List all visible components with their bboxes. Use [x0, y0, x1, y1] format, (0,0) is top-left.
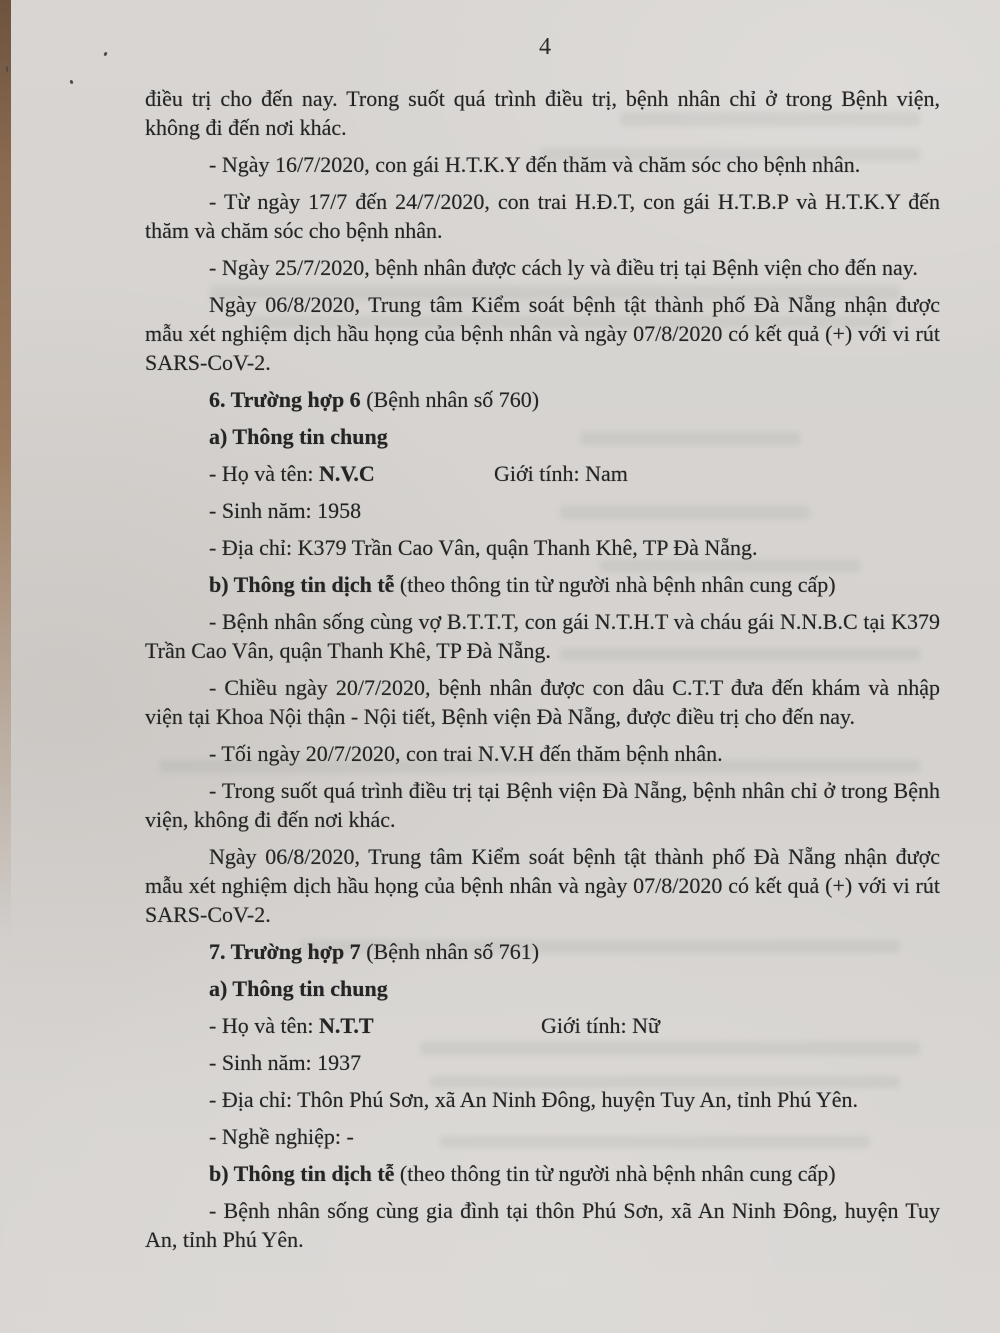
case6-name-label: - Họ và tên: — [209, 461, 314, 486]
case6-address: - Địa chỉ: K379 Trần Cao Vân, quận Thanh Khê, TP Đà Nẵng. — [209, 535, 758, 560]
case7-name-label: - Họ và tên: — [209, 1013, 314, 1038]
case7-paragraph-family: - Bệnh nhân sống cùng gia đình tại thôn Phú Sơn, xã An Ninh Đông, huyện Tuy An, tỉnh Phú Yên. — [145, 1198, 940, 1252]
paragraph-visit-17-24: - Từ ngày 17/7 đến 24/7/2020, con trai H.Đ.T, con gái H.T.B.P và H.T.K.Y đến thăm và chăm sóc cho bệnh nhân. — [145, 189, 940, 243]
case7-gender — [477, 1011, 660, 1040]
page-left-edge-shadow — [0, 0, 11, 940]
case7-address: - Địa chỉ: Thôn Phú Sơn, xã An Ninh Đông, huyện Tuy An, tỉnh Phú Yên. — [209, 1087, 859, 1112]
case7-occupation: - Nghề nghiệp: - — [209, 1124, 354, 1149]
case6-section-a-title: a) Thông tin chung — [209, 424, 388, 449]
case6-section-b-title: b) Thông tin dịch tễ (theo thông tin từ người nhà bệnh nhân cung cấp) — [209, 572, 836, 597]
case7-patient-initials: N.T.T — [318, 1013, 374, 1038]
case7-name-line — [145, 1011, 940, 1040]
paragraph-visit-16-7: - Ngày 16/7/2020, con gái H.T.K.Y đến thăm và chăm sóc cho bệnh nhân. — [209, 152, 861, 177]
case7-section-a-title: a) Thông tin chung — [209, 976, 388, 1001]
page-number: 4 — [539, 34, 551, 60]
case6-heading-title: 6. Trường hợp 6 — [209, 387, 361, 412]
paragraph-treatment-continuation: điều trị cho đến nay. Trong suốt quá trình điều trị, bệnh nhân chỉ ở trong Bệnh viện, không đi đến nơi khác. — [145, 86, 940, 140]
case7-section-b-title: b) Thông tin dịch tễ (theo thông tin từ người nhà bệnh nhân cung cấp) — [209, 1161, 836, 1186]
case6-heading-note: (Bệnh nhân số 760) — [366, 387, 540, 412]
case6-birth-year: - Sinh năm: 1958 — [209, 498, 362, 523]
case7-heading — [145, 937, 940, 966]
case6-section-b-note: (theo thông tin từ người nhà bệnh nhân cung cấp) — [399, 572, 836, 597]
case6-gender-value: Nam — [585, 461, 628, 486]
scan-speck — [69, 80, 73, 85]
case6-name-line — [145, 459, 940, 488]
case6-paragraph-test-result: Ngày 06/8/2020, Trung tâm Kiểm soát bệnh tật thành phố Đà Nẵng nhận được mẫu xét nghiệm dịch hầu họng của bệnh nhân và ngày 07/8/2020 có kết quả (+) với vi rút SARS-CoV-2. — [145, 844, 940, 927]
scan-speck — [6, 66, 8, 72]
paragraph-isolation-25-7: - Ngày 25/7/2020, bệnh nhân được cách ly và điều trị tại Bệnh viện cho đến nay. — [209, 255, 918, 280]
case7-section-b-note: (theo thông tin từ người nhà bệnh nhân cung cấp) — [399, 1161, 836, 1186]
case6-paragraph-stay-in-hospital: - Trong suốt quá trình điều trị tại Bệnh viện Đà Nẵng, bệnh nhân chỉ ở trong Bệnh viện, không đi đến nơi khác. — [145, 778, 940, 832]
case6-gender-label: Giới tính: — [494, 461, 580, 486]
case6-paragraph-family: - Bệnh nhân sống cùng vợ B.T.T.T, con gái N.T.H.T và cháu gái N.N.B.C tại K379 Trần Cao Vân, quận Thanh Khê, TP Đà Nẵng. — [145, 609, 940, 663]
case6-gender — [430, 459, 628, 488]
paragraph-test-result-case5: Ngày 06/8/2020, Trung tâm Kiểm soát bệnh tật thành phố Đà Nẵng nhận được mẫu xét nghiệm dịch hầu họng của bệnh nhân và ngày 07/8/2020 có kết quả (+) với vi rút SARS-CoV-2. — [145, 292, 940, 375]
case7-birth-year: - Sinh năm: 1937 — [209, 1050, 362, 1075]
case7-heading-title: 7. Trường hợp 7 — [209, 939, 361, 964]
case7-gender-value: Nữ — [632, 1013, 660, 1038]
case7-gender-label: Giới tính: — [541, 1013, 627, 1038]
case6-heading — [145, 385, 940, 414]
case6-patient-initials: N.V.C — [318, 461, 375, 486]
document-body — [145, 84, 940, 1262]
case6-paragraph-evening-visit: - Tối ngày 20/7/2020, con trai N.V.H đến thăm bệnh nhân. — [209, 741, 723, 766]
case6-paragraph-admission: - Chiều ngày 20/7/2020, bệnh nhân được con dâu C.T.T đưa đến khám và nhập viện tại Khoa Nội thận - Nội tiết, Bệnh viện Đà Nẵng, được điều trị cho đến nay. — [145, 675, 940, 729]
case7-heading-note: (Bệnh nhân số 761) — [366, 939, 540, 964]
